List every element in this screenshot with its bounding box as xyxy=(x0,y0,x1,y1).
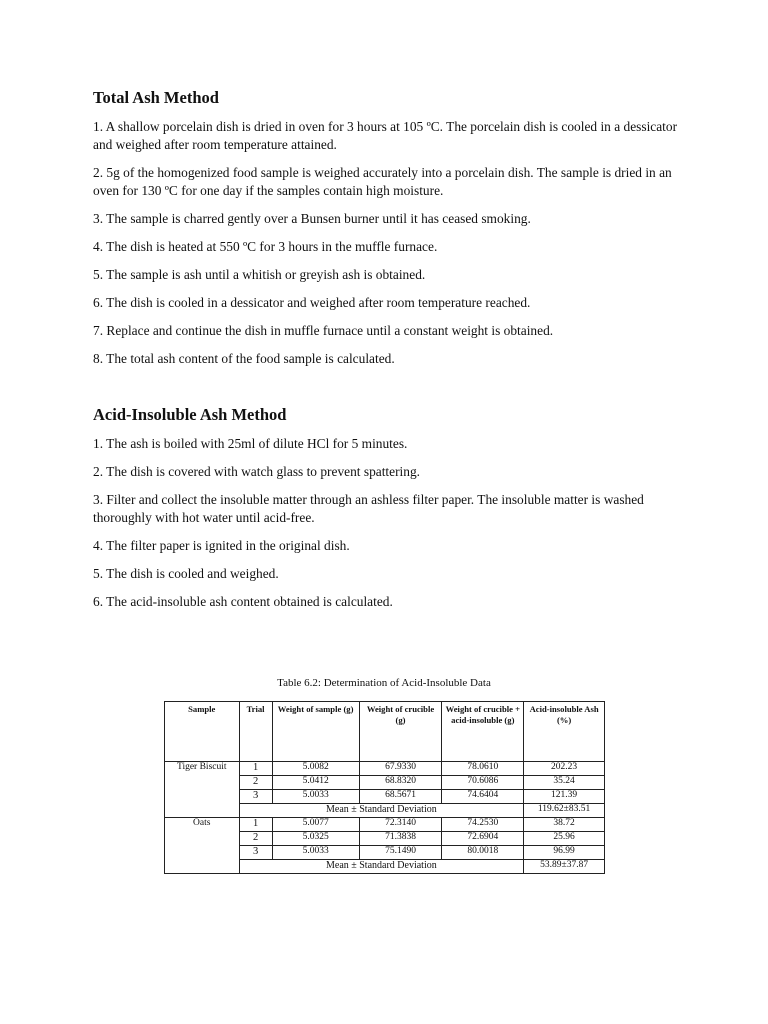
crucible-weight-cell: 67.9330 xyxy=(359,762,442,776)
acid-insoluble-steps xyxy=(93,435,683,621)
total-ash-step-5: 5. The sample is ash until a whitish or greyish ash is obtained. xyxy=(93,267,426,282)
acid-step-4: 4. The filter paper is ignited in the original dish. xyxy=(93,538,350,553)
crucible-weight-cell: 68.5671 xyxy=(359,790,442,804)
crucible-acid-weight-cell: 78.0610 xyxy=(442,762,524,776)
total-ash-step-2: 2. 5g of the homogenized food sample is weighed accurately into a porcelain dish. The sample is dried in an oven for 130 ºC for one day if the samples contain high moisture. xyxy=(93,165,672,198)
header-trial: Trial xyxy=(239,702,272,762)
crucible-acid-weight-cell: 74.2530 xyxy=(442,818,524,832)
trial-cell: 2 xyxy=(239,832,272,846)
trial-cell: 2 xyxy=(239,776,272,790)
crucible-acid-weight-cell: 72.6904 xyxy=(442,832,524,846)
acid-step-6: 6. The acid-insoluble ash content obtained is calculated. xyxy=(93,594,393,609)
sample-weight-cell: 5.0033 xyxy=(272,790,359,804)
ash-percent-cell: 121.39 xyxy=(524,790,605,804)
sample-weight-cell: 5.0033 xyxy=(272,846,359,860)
trial-cell: 3 xyxy=(239,846,272,860)
mean-value: 119.62±83.51 xyxy=(524,804,605,818)
sample-weight-cell: 5.0082 xyxy=(272,762,359,776)
acid-step-5: 5. The dish is cooled and weighed. xyxy=(93,566,279,581)
header-acid-insoluble-ash: Acid-insoluble Ash (%) xyxy=(524,702,605,762)
crucible-weight-cell: 68.8320 xyxy=(359,776,442,790)
table-row xyxy=(165,762,605,776)
total-ash-step-4: 4. The dish is heated at 550 ºC for 3 hours in the muffle furnace. xyxy=(93,239,438,254)
trial-cell: 3 xyxy=(239,790,272,804)
total-ash-step-3: 3. The sample is charred gently over a Bunsen burner until it has ceased smoking. xyxy=(93,211,531,226)
sample-weight-cell: 5.0325 xyxy=(272,832,359,846)
crucible-acid-weight-cell: 70.6086 xyxy=(442,776,524,790)
total-ash-step-6: 6. The dish is cooled in a dessicator and weighed after room temperature reached. xyxy=(93,295,531,310)
mean-label: Mean ± Standard Deviation xyxy=(239,804,524,818)
crucible-weight-cell: 75.1490 xyxy=(359,846,442,860)
ash-percent-cell: 35.24 xyxy=(524,776,605,790)
acid-step-2: 2. The dish is covered with watch glass to prevent spattering. xyxy=(93,464,421,479)
table-header-row xyxy=(165,702,605,762)
total-ash-steps xyxy=(93,118,683,378)
total-ash-heading: Total Ash Method xyxy=(93,88,219,107)
mean-value: 53.89±37.87 xyxy=(524,860,605,874)
sample-weight-cell: 5.0412 xyxy=(272,776,359,790)
mean-label: Mean ± Standard Deviation xyxy=(239,860,524,874)
ash-percent-cell: 25.96 xyxy=(524,832,605,846)
acid-step-3: 3. Filter and collect the insoluble matter through an ashless filter paper. The insoluble matter is washed thoroughly with hot water until acid-free. xyxy=(93,492,644,525)
sample-weight-cell: 5.0077 xyxy=(272,818,359,832)
header-sample-weight: Weight of sample (g) xyxy=(272,702,359,762)
ash-percent-cell: 96.99 xyxy=(524,846,605,860)
header-sample: Sample xyxy=(165,702,240,762)
trial-cell: 1 xyxy=(239,762,272,776)
trial-cell: 1 xyxy=(239,818,272,832)
sample-name: Oats xyxy=(165,818,240,874)
table-row xyxy=(165,818,605,832)
crucible-acid-weight-cell: 80.0018 xyxy=(442,846,524,860)
acid-insoluble-table xyxy=(164,701,605,874)
sample-name: Tiger Biscuit xyxy=(165,762,240,818)
header-crucible-weight: Weight of crucible (g) xyxy=(359,702,442,762)
acid-insoluble-heading: Acid-Insoluble Ash Method xyxy=(93,405,287,424)
total-ash-step-7: 7. Replace and continue the dish in muffle furnace until a constant weight is obtained. xyxy=(93,323,554,338)
header-crucible-acid-weight: Weight of crucible + acid-insoluble (g) xyxy=(442,702,524,762)
ash-percent-cell: 38.72 xyxy=(524,818,605,832)
crucible-weight-cell: 72.3140 xyxy=(359,818,442,832)
acid-step-1: 1. The ash is boiled with 25ml of dilute HCl for 5 minutes. xyxy=(93,436,408,451)
crucible-acid-weight-cell: 74.6404 xyxy=(442,790,524,804)
crucible-weight-cell: 71.3838 xyxy=(359,832,442,846)
table-caption: Table 6.2: Determination of Acid-Insoluble Data xyxy=(277,677,491,689)
ash-percent-cell: 202.23 xyxy=(524,762,605,776)
total-ash-step-8: 8. The total ash content of the food sample is calculated. xyxy=(93,351,395,366)
total-ash-step-1: 1. A shallow porcelain dish is dried in oven for 3 hours at 105 ºC. The porcelain dish is cooled in a dessicator and weighed after room temperature attained. xyxy=(93,119,678,152)
